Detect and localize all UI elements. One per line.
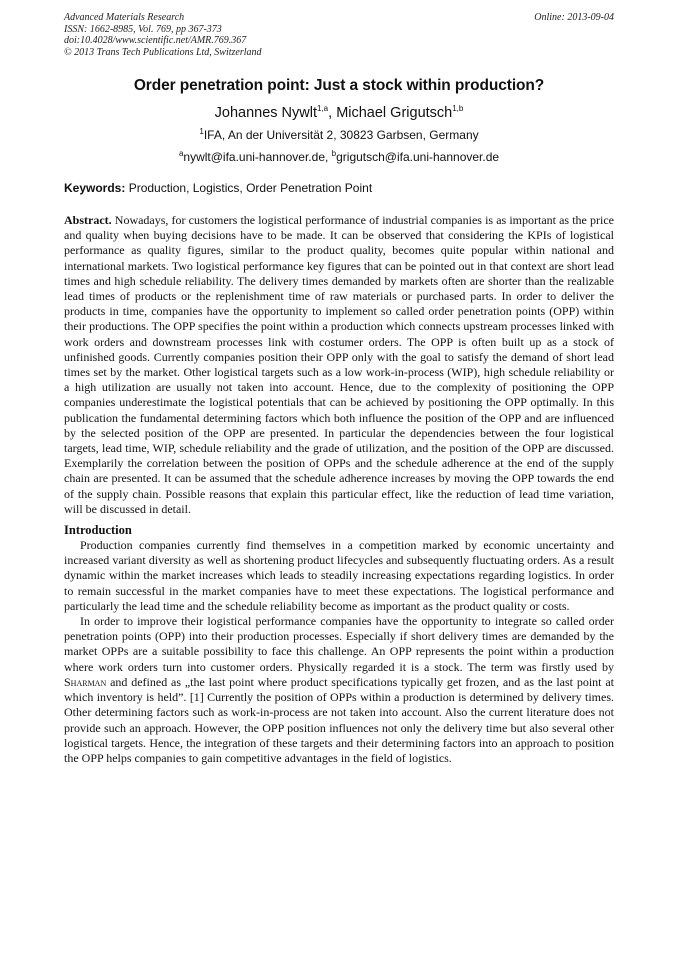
author-affiliation-mark: 1,a [317, 104, 329, 114]
affiliation-mark: 1 [199, 127, 204, 136]
cited-author: Sharman [64, 674, 107, 689]
paragraph [64, 614, 614, 766]
journal-header [64, 12, 614, 58]
affiliation-text: IFA, An der Universität 2, 30823 Garbsen, Germany [203, 128, 479, 142]
paragraph: Production companies currently find themselves in a competition marked by economic uncertainty and increased variant diversity as well as shortening product lifecycles and subsequently fluctuating orders. As a result dynamic within the market increases which leads to steadily increasing expectations regarding logistics. In order to remain successful in the market companies have to meet these expectations. The logistical performance and particularly the lead time and the schedule reliability become as important as the product quality or costs. [64, 538, 614, 613]
paper-title: Order penetration point: Just a stock within production? [133, 77, 545, 94]
affiliation [64, 128, 614, 142]
journal-name: Advanced Materials Research [64, 12, 185, 23]
paragraph-text: In order to improve their logistical performance companies have the opportunity to integrate so called order penetration points (OPP) into their production processes. Especially if short delivery times are demanded by the market OPPs are a suitable possibility to face this challenge. An OPP represents the point within a production where work orders turn into customer orders. Physically regarded it is a stock. The term was firstly used by [64, 614, 614, 674]
keywords-text: Production, Logistics, Order Penetration Point [125, 181, 373, 195]
paragraph-text: and defined as „the last point where product specifications typically get frozen, and as the last point at which inventory is held”. [1] Currently the position of OPPs within a production is determined by delivery times. Other determining factors such as work-in-process are not taken into account. Also the current literature does not provide such an approach. However, the OPP position influences not only the delivery time but also several other logistical targets. Hence, the integration of these targets and their determining factors into an approach to position the OPP helps companies to gain competitive advantages in the field of logistics. [64, 674, 614, 765]
online-date: Online: 2013-09-04 [534, 12, 614, 23]
email-mark: b [331, 149, 337, 158]
keywords-label: Keywords: [64, 181, 126, 195]
author-name: Michael Grigutsch [336, 105, 453, 121]
doi-line: doi:10.4028/www.scientific.net/AMR.769.367 [64, 35, 247, 46]
email-link[interactable]: nywlt@ifa.uni-hannover.de, [183, 150, 332, 164]
email-mark: a [178, 149, 184, 158]
copyright-line: © 2013 Trans Tech Publications Ltd, Switzerland [64, 46, 262, 58]
issn-line: ISSN: 1662-8985, Vol. 769, pp 367-373 [64, 23, 222, 35]
author-list [64, 105, 614, 121]
abstract [64, 213, 614, 517]
author-affiliation-mark: 1,b [452, 104, 464, 114]
email-link[interactable]: grigutsch@ifa.uni-hannover.de [336, 150, 500, 164]
author-name: Johannes Nywlt [214, 105, 317, 121]
author-separator: , [328, 105, 337, 121]
abstract-label: Abstract. [64, 213, 112, 227]
section-heading: Introduction [64, 523, 132, 538]
keywords [64, 181, 614, 195]
author-emails [64, 150, 614, 164]
abstract-text: Nowadays, for customers the logistical performance of industrial companies is as important as the price and quality when buying decisions have to be made. It can be observed that considering the KPIs of logistical performance as quality figures, similar to the product quality, becomes quite popular within national and international markets. Two logistical performance key figures that can be pointed out in that context are short lead times and high schedule reliability. The delivery times demanded by markets often are shorter than the realizable lead times of products or the replenishment time of raw materials or purchased parts. In order to deliver the products in time, companies have the opportunity to implement so called order penetration points (OPP) within their productions. The OPP specifies the point within a production which connects upstream processes linked with work orders and downstream processes link with costumer orders. The OPP is often built up as a stock of unfinished goods. Currently companies position their OPP only with the goal to satisfy the demand of short lead times set by the market. Other logistical targets such as a low work-in-process (WIP), high schedule reliability or a high utilization are usually not taken into account. Hence, due to the complexity of positioning the OPP companies underestimate the logistical potentials that can be achieved by positioning the OPP optimally. In this publication the fundamental determining factors which both influence the position of the OPP and are influenced by the selected position of the OPP are presented. In particular the dependencies between the four logistical targets, lead time, WIP, schedule reliability and the grade of utilization, and the position of the OPP are discussed. Exemplarily the correlation between the position of OPPs and the schedule adherence at the end of the supply chain are presented. It can be assumed that the schedule adherence increases by moving the OPP towards the end of the supply chain. Possible reasons that explain this particular effect, like the reduction of lead time variation, will be discussed in detail. [64, 213, 614, 516]
